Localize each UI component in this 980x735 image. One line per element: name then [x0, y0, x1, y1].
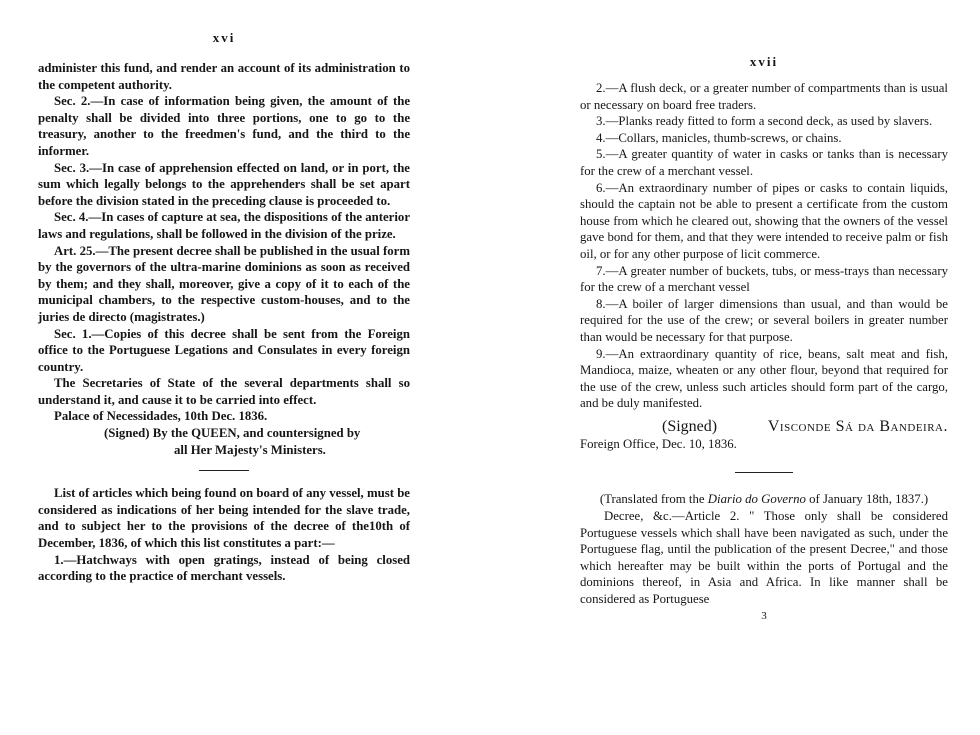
left-page-number: xvi: [212, 30, 236, 45]
list-item: 8.—A boiler of larger dimensions than usual, and than would be required for the use of the crew; or several boilers in greater number than would be necessary for that purpose.: [580, 296, 948, 344]
section-divider: [199, 470, 249, 471]
translation-suffix: of January 18th, 1837.): [805, 492, 929, 507]
right-page-number: xvii: [749, 54, 779, 69]
signatory-name: Visconde Sá da Bandeira.: [767, 417, 948, 435]
left-paragraph: administer this fund, and render an account of its administration to the competent authority.: [38, 61, 410, 92]
signature-line: [580, 418, 948, 436]
signature-mark: 3: [761, 609, 767, 622]
list-item: 4.—Collars, manicles, thumb-screws, or chains.: [596, 130, 842, 145]
left-paragraph: The Secretaries of State of the several departments shall so understand it, and cause it to be carried into effect.: [38, 376, 410, 407]
left-paragraph: Art. 25.—The present decree shall be published in the usual form by the governors of the ultra-marine dominions as soon as received by them; and they shall, moreover, give a copy of it to each of the municipal chambers, to the respective custom-houses, and to the juries de directo (magistrates.): [38, 243, 410, 324]
left-paragraph: Sec. 2.—In case of information being given, the amount of the penalty shall be divided into three portions, one to go to the treasury, another to the freedmen's fund, and the third to the informer.: [38, 94, 410, 158]
list-item: 3.—Planks ready fitted to form a second deck, as used by slavers.: [596, 114, 933, 129]
list-item: 7.—A greater number of buckets, tubs, or mess-trays than necessary for the crew of a merchant vessel: [580, 263, 948, 295]
signed-label: (Signed): [662, 417, 718, 435]
list-item: 9.—An extraordinary quantity of rice, beans, salt meat and fish, Mandioca, maize, wheaten or any other flour, beyond that required for the use of the crew, unless such articles should form part of the cargo, and be duly manifested.: [580, 346, 948, 411]
left-paragraph: Sec. 1.—Copies of this decree shall be sent from the Foreign office to the Portuguese Legations and Consulates in every foreign country.: [38, 326, 410, 374]
right-page: [580, 0, 948, 735]
list-item: 2.—A flush deck, or a greater number of compartments than is usual or necessary on board free traders.: [580, 81, 948, 112]
left-paragraph: Sec. 3.—In case of apprehension effected on land, or in port, the sum which legally belongs to the apprehenders shall be set apart before the division stated in the preceding clause is proceeded to.: [38, 160, 410, 208]
translation-prefix: (Translated from the: [599, 492, 708, 507]
left-page: [38, 0, 410, 735]
list-item: 1.—Hatchways with open gratings, instead of being closed according to the practice of merchant vessels.: [38, 552, 410, 584]
translation-source: Diario do Governo: [707, 492, 806, 507]
list-item: 6.—An extraordinary number of pipes or casks to contain liquids, should the captain not be able to present a certificate from the custom house from which he cleared out, showing that the owners of the vessel gave bond for them, and that they were intended to receive palm or fish oil, or for any other purpose of licit commerce.: [580, 180, 948, 261]
list-item: 5.—A greater quantity of water in casks or tanks than is necessary for the crew of a merchant vessel.: [580, 147, 948, 178]
signed-line: (Signed) By the QUEEN, and countersigned by: [104, 426, 361, 441]
decree-text: Decree, &c.—Article 2. " Those only shall be considered Portuguese vessels which shall have been navigated as such, under the Portuguese flag, until the publication of the present Decree," and those which hereafter may be built within the ports of Portugal and the dominions thereof, in Asia and Africa. In like manner shall be considered as Portuguese: [580, 509, 948, 607]
place-date: Palace of Necessidades, 10th Dec. 1836.: [54, 409, 268, 424]
section-divider: [735, 472, 793, 473]
office-date: Foreign Office, Dec. 10, 1836.: [580, 436, 737, 451]
signed-block: [38, 425, 410, 458]
signed-line-continued: all Her Majesty's Ministers.: [174, 442, 326, 457]
translation-note: [580, 491, 948, 508]
list-intro: List of articles which being found on board of any vessel, must be considered as indications of her being intended for the slave trade, and to subject her to the provisions of the decree of the10th of December, 1836, of which this list constitutes a part:—: [38, 486, 410, 551]
left-paragraph: Sec. 4.—In cases of capture at sea, the dispositions of the anterior laws and regulations, shall be followed in the division of the prize.: [38, 210, 410, 241]
